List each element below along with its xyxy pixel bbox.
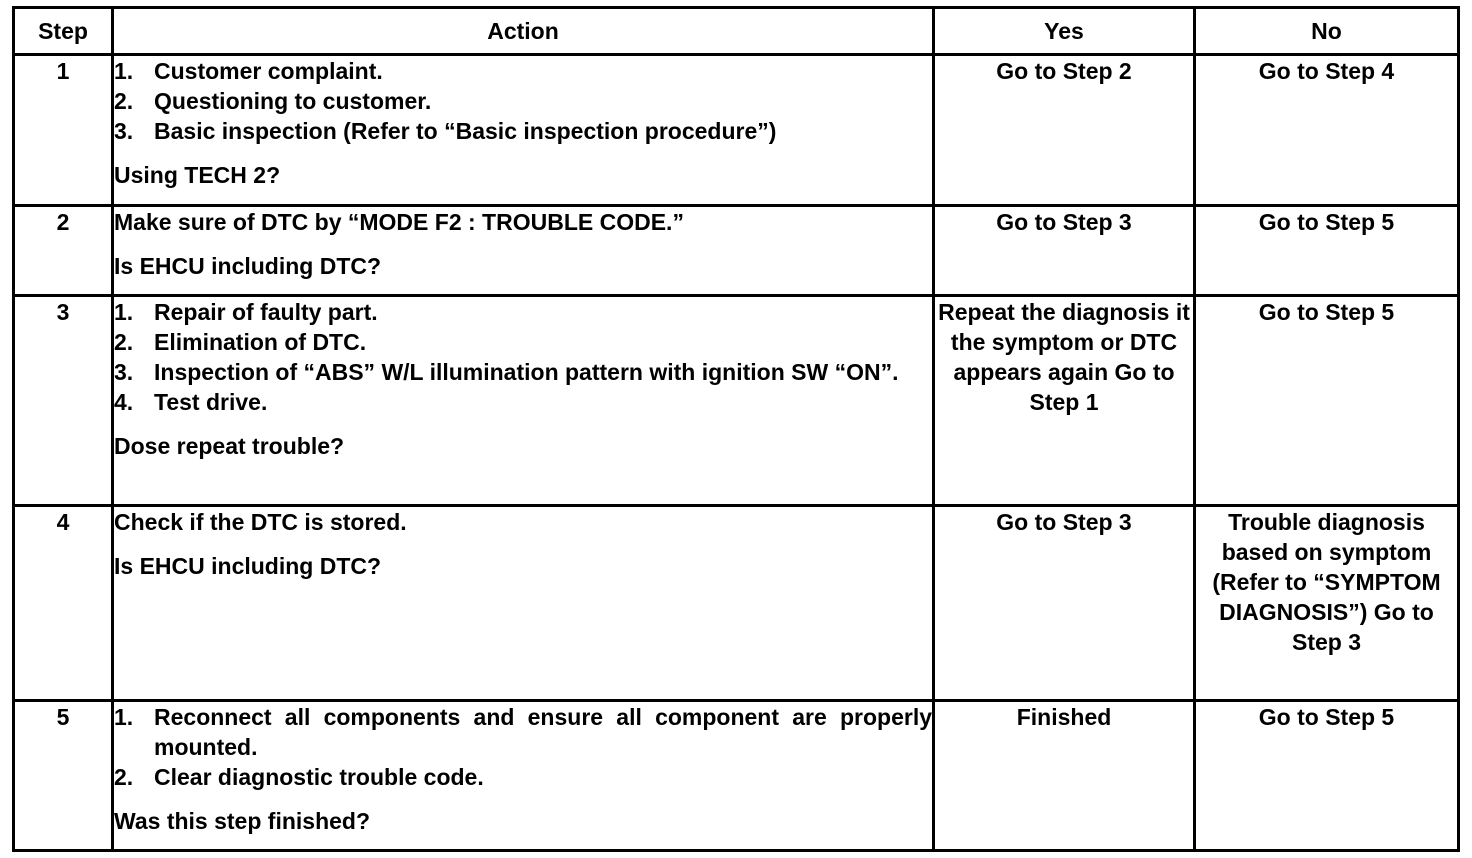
- item-text: Questioning to customer.: [154, 88, 432, 114]
- action-cell: [113, 701, 934, 851]
- question: Dose repeat trouble?: [114, 433, 345, 459]
- item-number: 1.: [114, 299, 134, 325]
- item-text: Customer complaint.: [154, 58, 383, 84]
- action-list: [114, 702, 932, 792]
- no-result: Go to Step 4: [1195, 55, 1459, 206]
- no-result: Trouble diagnosis based on symptom (Refer to “SYMPTOM DIAGNOSIS”) Go to Step 3: [1195, 506, 1459, 701]
- header-yes: Yes: [934, 8, 1195, 55]
- table-row: [14, 206, 1459, 296]
- yes-result: Go to Step 2: [934, 55, 1195, 206]
- item-number: 2.: [114, 88, 134, 114]
- item-number: 1.: [114, 704, 134, 730]
- action-cell: [113, 506, 934, 701]
- header-row: [14, 8, 1459, 55]
- header-step: Step: [14, 8, 113, 55]
- item-number: 2.: [114, 764, 134, 790]
- question: Using TECH 2?: [114, 162, 281, 188]
- item-text: Test drive.: [154, 389, 268, 415]
- action-list: [114, 56, 932, 146]
- action-item: [114, 327, 932, 357]
- yes-result: Go to Step 3: [934, 206, 1195, 296]
- item-number: 3.: [114, 359, 134, 385]
- item-text: Reconnect all components and ensure all component are properly mounted.: [154, 704, 932, 760]
- item-number: 2.: [114, 329, 134, 355]
- step-number: 3: [14, 296, 113, 506]
- table-row: [14, 506, 1459, 701]
- yes-result: Finished: [934, 701, 1195, 851]
- action-item: [114, 86, 932, 116]
- item-text: Inspection of “ABS” W/L illumination pattern with ignition SW “ON”.: [154, 359, 899, 385]
- action-item: [114, 762, 932, 792]
- diagnosis-table: [12, 6, 1460, 852]
- no-result: Go to Step 5: [1195, 296, 1459, 506]
- table-row: [14, 701, 1459, 851]
- action-item: [114, 357, 932, 387]
- action-cell: [113, 55, 934, 206]
- question: Is EHCU including DTC?: [114, 553, 382, 579]
- step-number: 1: [14, 55, 113, 206]
- item-number: 4.: [114, 389, 134, 415]
- item-text: Clear diagnostic trouble code.: [154, 764, 484, 790]
- action-cell: [113, 206, 934, 296]
- item-text: Basic inspection (Refer to “Basic inspection procedure”): [154, 118, 777, 144]
- yes-result: Repeat the diagnosis it the symptom or DTC appears again Go to Step 1: [934, 296, 1195, 506]
- action-item: [114, 702, 932, 762]
- yes-result: Go to Step 3: [934, 506, 1195, 701]
- action-text: Check if the DTC is stored.: [114, 509, 407, 535]
- step-number: 5: [14, 701, 113, 851]
- action-item: [114, 387, 932, 417]
- action-text: Make sure of DTC by “MODE F2 : TROUBLE CODE.”: [114, 209, 684, 235]
- no-result: Go to Step 5: [1195, 206, 1459, 296]
- item-text: Repair of faulty part.: [154, 299, 378, 325]
- header-action: Action: [113, 8, 934, 55]
- question: Is EHCU including DTC?: [114, 253, 382, 279]
- action-list: [114, 297, 932, 417]
- action-cell: [113, 296, 934, 506]
- table-row: [14, 55, 1459, 206]
- no-result: Go to Step 5: [1195, 701, 1459, 851]
- step-number: 2: [14, 206, 113, 296]
- action-item: [114, 297, 932, 327]
- item-number: 3.: [114, 118, 134, 144]
- question: Was this step finished?: [114, 808, 371, 834]
- item-number: 1.: [114, 58, 134, 84]
- step-number: 4: [14, 506, 113, 701]
- item-text: Elimination of DTC.: [154, 329, 367, 355]
- action-item: [114, 56, 932, 86]
- action-item: [114, 116, 932, 146]
- table-row: [14, 296, 1459, 506]
- header-no: No: [1195, 8, 1459, 55]
